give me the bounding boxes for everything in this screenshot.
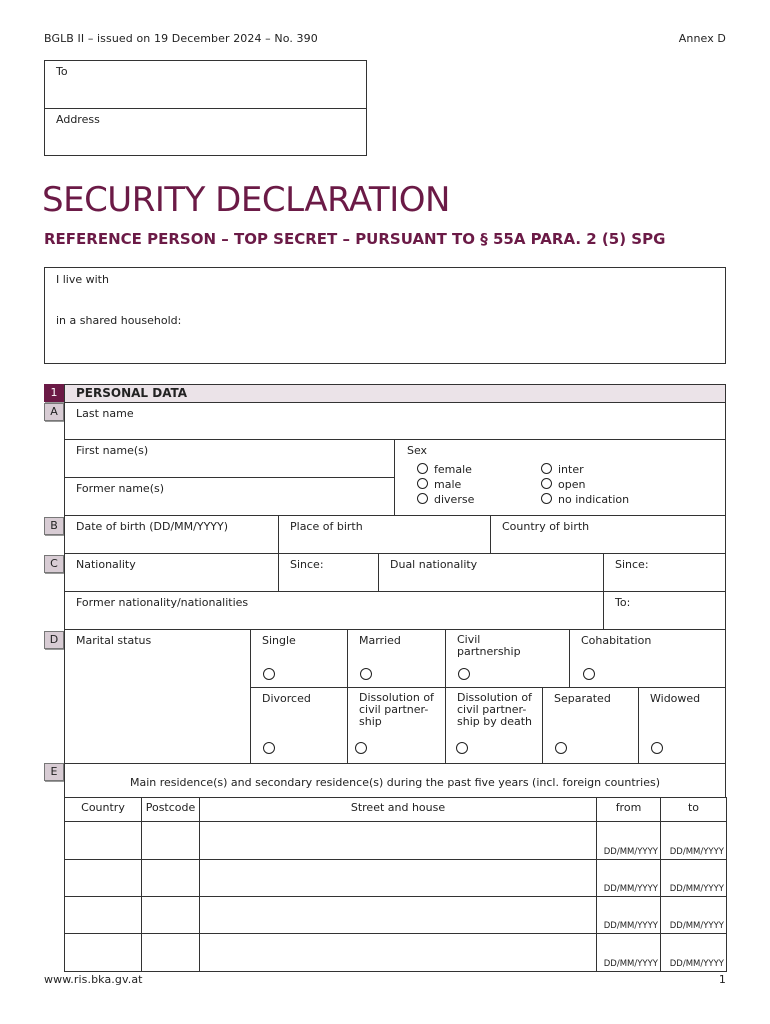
former-nationality-field[interactable] [64, 591, 604, 630]
sex-label: Sex [407, 444, 428, 457]
footer-url[interactable]: www.ris.bka.gv.at [44, 973, 143, 986]
date-placeholder: DD/MM/YYYY [603, 921, 658, 931]
marital-label: Marital status [76, 634, 152, 647]
marital-divorced[interactable] [250, 687, 348, 764]
former-nationality-label: Former nationality/nationalities [76, 596, 249, 609]
letter-e: E [44, 763, 64, 781]
option-label: Single [262, 634, 296, 647]
residence-country-cell[interactable] [64, 896, 142, 934]
option-label: Widowed [650, 692, 701, 705]
first-names-field[interactable] [64, 439, 395, 478]
residence-postcode-cell[interactable] [141, 896, 200, 934]
option-label: male [434, 478, 462, 491]
since-label: Since: [615, 558, 649, 571]
to-field[interactable] [44, 60, 367, 109]
address-field[interactable] [44, 108, 367, 156]
place-label: Place of birth [290, 520, 363, 533]
option-label: inter [558, 463, 584, 476]
residence-street-cell[interactable] [199, 821, 597, 860]
sex-option-no-indication[interactable] [541, 492, 629, 507]
residence-postcode-cell[interactable] [141, 933, 200, 972]
dob-label: Date of birth (DD/MM/YYYY) [76, 520, 229, 533]
residence-to-cell[interactable] [660, 933, 727, 972]
option-label: Separated [554, 692, 611, 705]
sex-group [394, 439, 726, 516]
marital-single[interactable] [250, 629, 348, 688]
residence-street-cell[interactable] [199, 896, 597, 934]
radio-icon[interactable] [541, 478, 552, 489]
sex-option-open[interactable] [541, 477, 629, 492]
option-label: Cohabitation [581, 634, 652, 647]
residence-postcode-cell[interactable] [141, 859, 200, 897]
radio-icon[interactable] [417, 478, 428, 489]
option-label: Dissolution of civil partner-ship [359, 691, 434, 728]
residence-from-cell[interactable] [596, 896, 661, 934]
residence-postcode-cell[interactable] [141, 821, 200, 860]
former-nationality-to-field[interactable] [603, 591, 726, 630]
residence-street-cell[interactable] [199, 933, 597, 972]
nationality-label: Nationality [76, 558, 136, 571]
date-placeholder: DD/MM/YYYY [669, 847, 724, 857]
column-header-to: to [660, 797, 727, 822]
residence-to-cell[interactable] [660, 896, 727, 934]
option-label: open [558, 478, 586, 491]
option-label: Dissolution of civil partner-ship by death [457, 691, 533, 728]
first-names-label: First name(s) [76, 444, 149, 457]
residence-country-cell[interactable] [64, 933, 142, 972]
former-names-field[interactable] [64, 477, 395, 516]
radio-icon[interactable] [355, 742, 367, 754]
last-name-field[interactable] [64, 402, 726, 440]
sex-option-inter[interactable] [541, 462, 629, 477]
marital-married[interactable] [347, 629, 446, 688]
radio-icon[interactable] [458, 668, 470, 680]
radio-icon[interactable] [555, 742, 567, 754]
option-label: Civil partnership [457, 633, 521, 658]
column-header-street: Street and house [199, 797, 597, 822]
radio-icon[interactable] [651, 742, 663, 754]
residence-from-cell[interactable] [596, 821, 661, 860]
last-name-label: Last name [76, 407, 134, 420]
radio-icon[interactable] [541, 493, 552, 504]
date-placeholder: DD/MM/YYYY [669, 921, 724, 931]
residence-from-cell[interactable] [596, 933, 661, 972]
radio-icon[interactable] [263, 668, 275, 680]
column-header-postcode: Postcode [141, 797, 200, 822]
radio-icon[interactable] [263, 742, 275, 754]
date-placeholder: DD/MM/YYYY [669, 884, 724, 894]
section-title: PERSONAL DATA [64, 384, 726, 403]
radio-icon[interactable] [417, 463, 428, 474]
country-of-birth-field[interactable] [490, 515, 726, 554]
letter-c: C [44, 555, 64, 573]
marital-status-label-cell [64, 629, 251, 764]
residence-country-cell[interactable] [64, 821, 142, 860]
date-placeholder: DD/MM/YYYY [603, 847, 658, 857]
country-label: Country of birth [502, 520, 590, 533]
residence-heading: Main residence(s) and secondary residence(s) during the past five years (incl. foreign countries) [64, 763, 726, 798]
option-label: diverse [434, 493, 475, 506]
residence-to-cell[interactable] [660, 859, 727, 897]
radio-icon[interactable] [541, 463, 552, 474]
household-label-2: in a shared household: [56, 314, 182, 327]
option-label: Divorced [262, 692, 311, 705]
dual-since-field[interactable] [603, 553, 726, 592]
option-label: Married [359, 634, 401, 647]
residence-street-cell[interactable] [199, 859, 597, 897]
letter-b: B [44, 517, 64, 535]
marital-dissolution[interactable] [347, 687, 446, 764]
to-label: To: [615, 596, 631, 609]
former-names-label: Former name(s) [76, 482, 165, 495]
page-title: SECURITY DECLARATION [42, 180, 450, 220]
page-subtitle: REFERENCE PERSON – TOP SECRET – PURSUANT TO § 55A PARA. 2 (5) SPG [44, 230, 666, 248]
household-field[interactable] [44, 267, 726, 364]
header-right: Annex D [678, 32, 726, 45]
dob-field[interactable] [64, 515, 279, 554]
header-left: BGLB II – issued on 19 December 2024 – No. 390 [44, 32, 318, 45]
sex-option-male[interactable] [417, 477, 474, 492]
date-placeholder: DD/MM/YYYY [603, 959, 658, 969]
marital-widowed[interactable] [638, 687, 726, 764]
residence-country-cell[interactable] [64, 859, 142, 897]
marital-dissolution-by-death[interactable] [445, 687, 543, 764]
nationality-since-field[interactable] [278, 553, 379, 592]
household-label-1: I live with [56, 273, 109, 286]
marital-separated[interactable] [542, 687, 639, 764]
marital-civil-partnership[interactable] [445, 629, 570, 688]
option-label: no indication [558, 493, 630, 506]
letter-a: A [44, 403, 64, 421]
radio-icon[interactable] [456, 742, 468, 754]
place-of-birth-field[interactable] [278, 515, 491, 554]
nationality-field[interactable] [64, 553, 279, 592]
since-label: Since: [290, 558, 324, 571]
option-label: female [434, 463, 472, 476]
date-placeholder: DD/MM/YYYY [669, 959, 724, 969]
radio-icon[interactable] [360, 668, 372, 680]
column-header-country: Country [64, 797, 142, 822]
address-label: Address [56, 113, 100, 126]
residence-to-cell[interactable] [660, 821, 727, 860]
radio-icon[interactable] [417, 493, 428, 504]
sex-option-diverse[interactable] [417, 492, 474, 507]
date-placeholder: DD/MM/YYYY [603, 884, 658, 894]
letter-d: D [44, 631, 64, 649]
marital-cohabitation[interactable] [569, 629, 726, 688]
dual-label: Dual nationality [390, 558, 478, 571]
page-number: 1 [718, 973, 726, 986]
sex-option-female[interactable] [417, 462, 474, 477]
radio-icon[interactable] [583, 668, 595, 680]
section-number: 1 [44, 384, 64, 402]
dual-nationality-field[interactable] [378, 553, 604, 592]
residence-from-cell[interactable] [596, 859, 661, 897]
to-label: To [56, 65, 68, 78]
column-header-from: from [596, 797, 661, 822]
